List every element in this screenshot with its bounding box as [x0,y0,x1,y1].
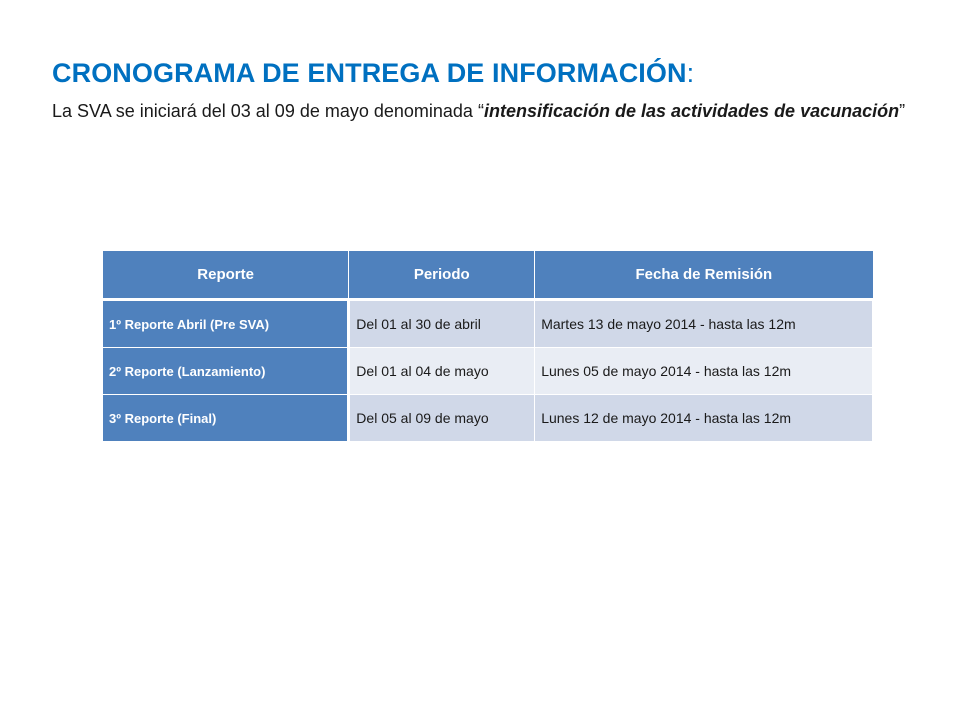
table-row [103,348,873,395]
row-reporte-cell: 3º Reporte (Final) [103,395,349,442]
schedule-table [103,251,873,442]
subtitle-emphasis-text: intensificación de las actividades de vacunación [483,101,900,121]
table-row [103,300,873,348]
header-periodo: Periodo [349,251,535,300]
row-fecha-cell: Lunes 05 de mayo 2014 - hasta las 12m [535,348,873,395]
row-periodo-cell: Del 01 al 30 de abril [349,300,535,348]
page-title [52,58,694,89]
row-fecha-cell: Martes 13 de mayo 2014 - hasta las 12m [535,300,873,348]
title-text: CRONOGRAMA DE ENTREGA DE INFORMACIÓN [52,58,687,88]
subtitle [52,98,922,125]
subtitle-plain-text: La SVA se iniciará del 03 al 09 de mayo denominada “ [52,101,484,121]
row-fecha-cell: Lunes 12 de mayo 2014 - hasta las 12m [535,395,873,442]
table-row [103,395,873,442]
row-reporte-cell: 2º Reporte (Lanzamiento) [103,348,349,395]
subtitle-closing-quote: ” [899,101,906,121]
header-reporte: Reporte [103,251,349,300]
title-colon: : [686,58,695,88]
table-header-row [103,251,873,300]
row-periodo-cell: Del 05 al 09 de mayo [349,395,535,442]
row-reporte-cell: 1º Reporte Abril (Pre SVA) [103,300,349,348]
row-periodo-cell: Del 01 al 04 de mayo [349,348,535,395]
header-fecha-remision: Fecha de Remisión [535,251,873,300]
